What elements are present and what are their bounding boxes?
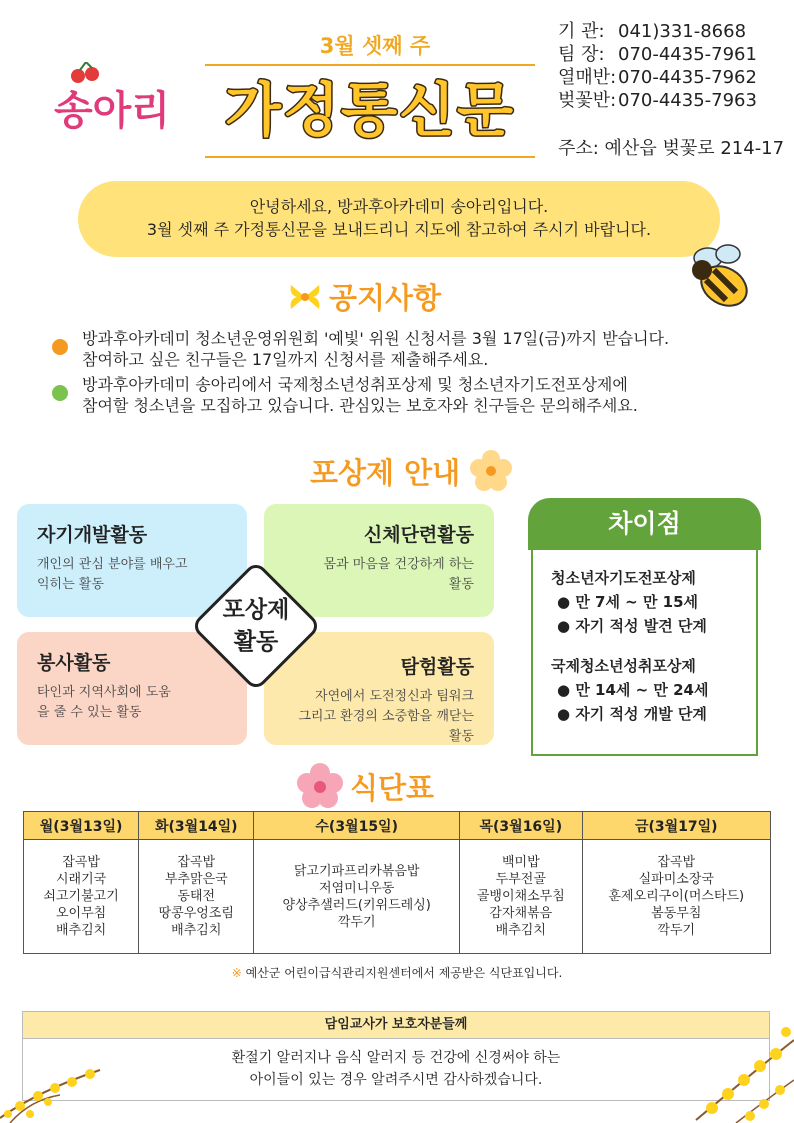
notice-line: 방과후아카데미 송아리에서 국제청소년성취포상제 및 청소년자기도전포상제에 [82, 375, 628, 394]
contact-row [558, 20, 788, 43]
logo-graphic [50, 62, 180, 142]
menu-cell: 잡곡밥 부추맑은국 동태전 땅콩우엉조림 배추김치 [139, 840, 254, 954]
menu-cell: 잡곡밥 실파미소장국 훈제오리구이(머스타드) 봄동무침 깍두기 [582, 840, 770, 954]
contact-label: 벚꽃반: [558, 90, 617, 111]
menu-items-row [24, 840, 771, 954]
contact-label: 열매반: [558, 67, 617, 88]
center-label-line: 포상제 [222, 597, 290, 623]
flower-icon [468, 448, 514, 494]
menu-day-header: 월(3월13일) [24, 812, 139, 840]
contact-label: 팀 장: [558, 44, 605, 65]
menu-header-row [24, 812, 771, 840]
greeting-line: 3월 셋째 주 가정통신문을 보내드리니 지도에 참고하여 주시기 바랍니다. [146, 220, 652, 239]
difference-name: 청소년자기도전포상제 [551, 569, 696, 587]
activity-desc: 개인의 관심 분야를 배우고 [37, 557, 188, 572]
menu-day-header: 수(3월15일) [254, 812, 460, 840]
difference-bullet-text: 만 14세 ~ 만 24세 [575, 681, 709, 699]
difference-heading: 차이점 [528, 498, 761, 550]
notice-section-title [287, 276, 441, 317]
activity-desc: 익히는 활동 [37, 577, 104, 592]
address: 주소: 예산읍 벚꽃로 214-17 [558, 138, 785, 159]
page-title: 가정통신문 [224, 76, 516, 144]
activity-title: 자기개발활동 [37, 524, 148, 546]
contact-phone: 041)331-8668 [618, 21, 747, 42]
cherry-blossom-icon [296, 762, 344, 810]
notice-line: 참여할 청소년을 모집하고 있습니다. 관심있는 보호자와 친구들은 문의해주세요. [82, 396, 638, 415]
menu-day-header: 화(3월14일) [139, 812, 254, 840]
difference-box [531, 550, 758, 756]
menu-cell: 잡곡밥 시래기국 쇠고기불고기 오이무침 배추김치 [24, 840, 139, 954]
difference-bullet: ● 자기 적성 발견 단계 [557, 617, 707, 635]
menu-day-header: 목(3월16일) [460, 812, 583, 840]
difference-group [551, 566, 738, 638]
teacher-message-title: 담임교사가 보호자분들께 [22, 1011, 770, 1039]
bullet-dot [52, 385, 68, 401]
activity-title: 봉사활동 [37, 652, 111, 674]
greeting-line: 안녕하세요, 방과후아카데미 송아리입니다. [249, 197, 549, 216]
bullet-dot [52, 339, 68, 355]
contact-list [558, 20, 788, 112]
contact-phone: 070-4435-7963 [618, 90, 757, 111]
contact-row [558, 66, 788, 89]
menu-note [0, 964, 794, 981]
difference-bullet: ● 만 7세 ~ 만 15세 [557, 593, 699, 611]
activity-desc: 그리고 환경의 소중함을 깨닫는 활동 [298, 709, 474, 744]
ribbon-icon [287, 279, 323, 315]
teacher-message-line: 아이들이 있는 경우 알려주시면 감사하겠습니다. [249, 1072, 543, 1088]
activity-desc: 몸과 마음을 건강하게 하는 [323, 557, 474, 572]
cherry-right [85, 67, 99, 81]
menu-cell: 닭고기파프리카볶음밥 저염미니우동 양상추샐러드(키위드레싱) 깍두기 [254, 840, 460, 954]
difference-bullet-text: 자기 적성 발견 단계 [575, 617, 707, 635]
award-section-title [310, 448, 514, 494]
teacher-message-line: 환절기 알러지나 음식 알러지 등 건강에 신경써야 하는 [231, 1050, 561, 1066]
notice-item [52, 374, 752, 416]
menu-cell: 백미밥 두부전골 골뱅이채소무침 감자채볶음 배추김치 [460, 840, 583, 954]
activity-desc: 활동 [448, 577, 474, 592]
week-label: 3월 셋째 주 [319, 34, 431, 58]
center-label-line: 활동 [233, 629, 279, 655]
notice-item [52, 328, 752, 370]
activity-desc: 자연에서 도전정신과 팀워크 [315, 689, 474, 704]
activity-title: 신체단련활동 [363, 524, 474, 546]
activity-desc: 타인과 지역사회에 도움 [37, 685, 171, 700]
difference-bullet-text: 자기 적성 개발 단계 [575, 705, 707, 723]
logo [50, 62, 180, 142]
menu-heading: 식단표 [350, 770, 435, 805]
contact-row [558, 43, 788, 66]
note-mark: ※ [231, 966, 242, 980]
award-heading: 포상제 안내 [310, 455, 461, 490]
difference-bullet: ● 자기 적성 개발 단계 [557, 705, 707, 723]
activity-desc: 을 줄 수 있는 활동 [37, 705, 142, 720]
activity-title: 탐험활동 [400, 656, 474, 678]
greeting-banner [78, 181, 720, 257]
contact-phone: 070-4435-7962 [618, 67, 757, 88]
notice-line: 참여하고 싶은 친구들은 17일까지 신청서를 제출해주세요. [82, 350, 489, 369]
forsythia-left-icon [0, 1040, 110, 1123]
bee-icon [680, 236, 760, 316]
contact-label: 기 관: [558, 21, 605, 42]
notice-line: 방과후아카데미 청소년운영위원회 '예빛' 위원 신청서를 3월 17일(금)까지 받습니다. [82, 329, 670, 348]
logo-text: 송아리 [54, 88, 170, 134]
center-label [186, 594, 326, 658]
difference-group [551, 654, 738, 726]
menu-note-text: 예산군 어린이급식관리지원센터에서 제공받은 식단표입니다. [245, 966, 563, 980]
difference-bullet-text: 만 7세 ~ 만 15세 [575, 593, 699, 611]
contact-phone: 070-4435-7961 [618, 44, 757, 65]
difference-name: 국제청소년성취포상제 [551, 657, 696, 675]
forsythia-right-icon [676, 1020, 794, 1123]
notice-heading: 공지사항 [329, 281, 442, 315]
teacher-message [22, 1039, 770, 1101]
contact-row [558, 89, 788, 112]
menu-day-header: 금(3월17일) [582, 812, 770, 840]
menu-section-title [296, 762, 434, 810]
menu-table [23, 811, 771, 954]
title-box [205, 64, 535, 158]
difference-bullet: ● 만 14세 ~ 만 24세 [557, 681, 709, 699]
cherry-left [71, 69, 85, 83]
